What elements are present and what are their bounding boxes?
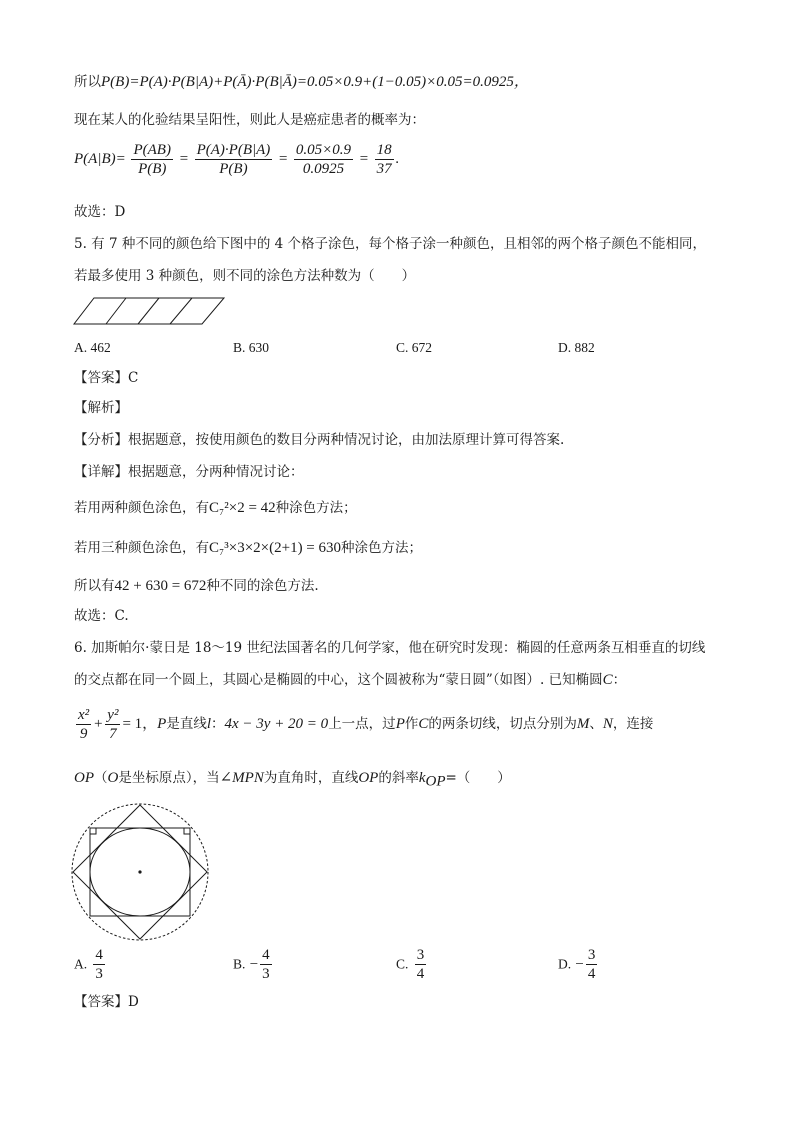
q6-text-h: 作 (404, 716, 419, 732)
frac-2 (195, 141, 273, 178)
q6-line-1: 6. 加斯帕尔·蒙日是 18～19 世纪法国著名的几何学家，他在研究时发现：椭圆的任意两条互相垂直的切线 (74, 640, 706, 656)
q6-P-1: P (157, 716, 167, 732)
p2-text: 现在某人的化验结果呈阳性，则此人是癌症患者的概率为： (74, 112, 425, 128)
q6-text-h2: 的斜率 (378, 770, 419, 786)
q6-paren: （ (94, 770, 108, 786)
q5-analysis-tag: 【解析】 (74, 400, 128, 416)
q6-option-c (396, 946, 428, 983)
q5-answer (74, 368, 138, 388)
q6-O: O (107, 770, 119, 786)
q6-angle: ∠MPN (219, 770, 264, 786)
q6-opt-c-den: 4 (416, 966, 425, 982)
q5-sum (74, 576, 319, 596)
sum-math: 42 + 630 = 672 (114, 578, 207, 594)
q6-answer-value: D (128, 994, 139, 1010)
q6-opt-c-num: 3 (416, 947, 425, 963)
q6-opt-d-frac (586, 946, 598, 983)
eq-3: = (358, 151, 369, 167)
q6-text-b: 是直线 (166, 716, 207, 732)
q6-P-2: P (395, 716, 405, 732)
answer-tag: 【答案】 (74, 370, 128, 386)
q6-opt-d-den: 4 (587, 966, 596, 982)
q6-opt-d-prefix: D. (558, 956, 572, 972)
p1-formula: P(B)=P(A)·P(B|A)+P(Ā)·P(B|Ā)=0.05×0.9+(1−0.05)×0.05=0.0925， (101, 74, 529, 90)
center-dot (138, 870, 141, 873)
q6-opt-c-frac (415, 946, 427, 983)
frac-3-num: 0.05×0.9 (295, 142, 352, 159)
q5-line-2: 若最多使用 3 种颜色，则不同的涂色方法种数为（ ） (74, 268, 416, 284)
frac-1 (131, 141, 172, 178)
ellipse-y-num: y² (107, 707, 119, 724)
monge-circle-figure (70, 802, 210, 942)
q6-text-n: ，连接 (612, 716, 654, 732)
frac-4-den: 37 (376, 161, 392, 178)
case1-math: C₇²×2 = 42 (209, 500, 276, 516)
q6-opt-a-frac (93, 946, 105, 983)
sum-pre: 所以有 (74, 578, 115, 594)
frac-4 (375, 141, 394, 178)
q6-opt-b-sign: − (249, 956, 259, 973)
bayes-formula (74, 140, 399, 178)
q6-l: l (206, 716, 211, 732)
q6-opt-c-prefix: C. (396, 956, 409, 972)
bayes-end: . (395, 151, 400, 167)
q5-case-1 (74, 498, 357, 518)
q5-option-a: A. 462 (74, 340, 111, 355)
q6-opt-b-prefix: B. (233, 956, 246, 972)
q6-opt-d-sign: − (575, 956, 584, 973)
q6-line2-var: C (602, 672, 613, 688)
total-probability-line (74, 72, 529, 92)
ellipse-rest: = 1， (122, 716, 158, 732)
q6-opt-a-num: 4 (95, 947, 103, 963)
case1-pre: 若用两种颜色涂色，有 (74, 500, 209, 516)
q6-opt-b-frac (260, 946, 272, 983)
q6-line-3 (74, 704, 653, 744)
q6-M: M (576, 716, 590, 732)
fenxi-tag: 【分析】 (74, 432, 128, 448)
q5-option-c: C. 672 (396, 340, 433, 355)
sum-post: 种不同的涂色方法. (206, 578, 319, 594)
frac-2-num: P(A)·P(B|A) (196, 142, 271, 159)
q6-opt-b-den: 3 (262, 966, 270, 982)
ellipse-x-frac (76, 706, 91, 743)
q6-colon: ： (211, 716, 225, 732)
q6-opt-d-num: 3 (587, 947, 596, 963)
frac-1-num: P(AB) (133, 142, 171, 159)
q6-N: N (602, 716, 613, 732)
q6-answer (74, 992, 139, 1012)
q5-option-d: D. 882 (558, 340, 595, 355)
q6-sep: 、 (589, 716, 603, 732)
fenxi-text: 根据题意，按使用颜色的数目分两种情况讨论，由加法原理计算可得答案. (128, 432, 565, 448)
case1-post: 种涂色方法； (275, 500, 357, 516)
eq-1: = (178, 151, 189, 167)
case2-pre: 若用三种颜色涂色，有 (74, 540, 209, 556)
ellipse-plus: + (93, 716, 104, 732)
q6-OP-2: OP (358, 770, 379, 786)
q6-line2-post: ： (612, 672, 627, 688)
q6-opt-b-num: 4 (262, 947, 270, 963)
q6-line-4 (74, 768, 511, 792)
q5-xiangjie (74, 462, 304, 482)
q6-line-2 (74, 670, 626, 690)
ellipse-y-frac (105, 706, 120, 743)
q6-k-sub: OP (425, 773, 446, 790)
q6-text-j: 的两条切线，切点分别为 (428, 716, 577, 732)
line-equation: 4x − 3y + 20 = 0 (224, 716, 329, 732)
q4-choice: 故选：D (74, 204, 126, 220)
frac-3-den: 0.0925 (302, 161, 345, 178)
q6-OP-1: OP (74, 770, 94, 786)
q6-k: k (418, 770, 426, 786)
q6-answer-tag: 【答案】 (74, 994, 128, 1010)
eq-2: = (278, 151, 289, 167)
frac-2-den: P(B) (219, 161, 248, 178)
q6-text-d: 是坐标原点），当 (118, 770, 220, 786)
q6-text-f: 上一点，过 (328, 716, 396, 732)
q6-opt-a-prefix: A. (74, 956, 88, 972)
case2-post: 种涂色方法； (341, 540, 423, 556)
case2-math: C₇³×3×2×(2+1) = 630 (209, 540, 342, 556)
xiangjie-tag: 【详解】 (74, 464, 128, 480)
q6-C: C (418, 716, 429, 732)
xiangjie-text: 根据题意，分两种情况讨论： (128, 464, 304, 480)
q6-text-j2: =（ ） (445, 770, 511, 786)
ellipse-x-num: x² (78, 707, 90, 724)
frac-3 (294, 141, 353, 178)
q5-answer-value: C (128, 370, 139, 386)
q6-option-d (558, 946, 599, 983)
q5-line-1: 5. 有 7 种不同的颜色给下图中的 4 个格子涂色，每个格子涂一种颜色，且相邻的两个格子颜色不能相同， (74, 236, 707, 252)
q6-text-f2: 为直角时，直线 (263, 770, 359, 786)
q5-parallelogram-strip (72, 296, 232, 328)
bayes-lhs: P(A|B)= (74, 151, 126, 167)
q5-case-2 (74, 538, 422, 558)
q5-choose: 故选：C. (74, 608, 129, 624)
ellipse-y-den: 7 (109, 726, 117, 743)
q6-line2-pre: 的交点都在同一个圆上，其圆心是椭圆的中心，这个圆被称为“蒙日圆”（如图）. 已知椭圆 (74, 672, 603, 688)
q6-opt-a-den: 3 (95, 966, 103, 982)
q5-option-b: B. 630 (233, 340, 270, 355)
q6-option-b (233, 946, 274, 983)
ellipse-x-den: 9 (79, 726, 88, 743)
q6-option-a (74, 946, 107, 983)
frac-4-num: 18 (376, 142, 392, 159)
q5-fenxi (74, 430, 564, 450)
p1-prefix: 所以 (74, 74, 101, 90)
frac-1-den: P(B) (138, 161, 167, 178)
